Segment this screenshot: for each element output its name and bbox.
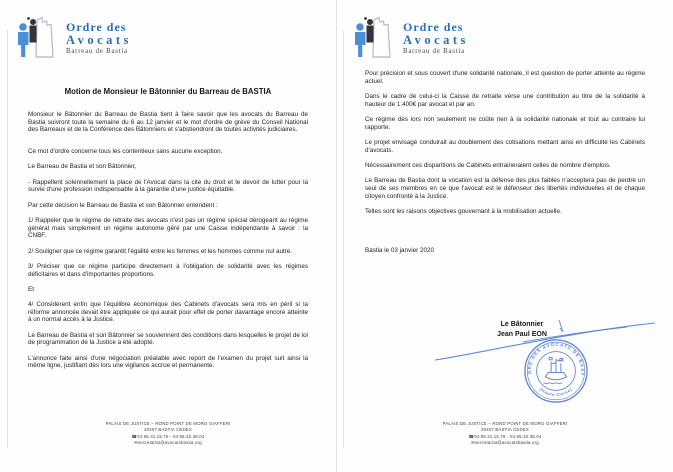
paragraph: Par cette décision le Barreau de Bastia et son Bâtonnier entendent : (28, 201, 218, 209)
logo-text (66, 13, 132, 55)
bar-association-logo (337, 0, 673, 61)
footer-address-line1: PALAIS DE JUSTICE – ROND POINT DE MORO GIAFFERI (105, 421, 231, 427)
date-line: Bastia le 03 janvier 2020 (365, 246, 434, 254)
paragraph: 3/ Préciser que ce régime participe directement à l'obligation de solidarité avec les régimes déficitaires et dans d'importantes proportions. (28, 262, 308, 278)
page-1-body (0, 87, 336, 370)
footer-phone-fax: ☎04.95.31.15.76 - 04.95.32.38.04 (131, 433, 205, 439)
paragraph: Et (28, 285, 34, 293)
page-2-footer (337, 421, 673, 446)
document-title: Motion de Monsieur le Bâtonnier du Barreau de BASTIA (64, 87, 272, 96)
signature-area (365, 262, 645, 442)
paragraph: Dans le cadre de celui-ci la Caisse de retraite verse une contribution au titre de la solidarité à hauteur de 1.400€ par avocat et par an. (365, 92, 645, 108)
stamp-text-bottom: (Haute-Corse) (538, 386, 574, 397)
paragraph: 2/ Souligner que ce régime garantit l'égalité entre les femmes et les hommes comme nul autre. (28, 247, 293, 255)
logo-title-line1: Ordre des (403, 20, 464, 34)
footer-address-line2: 20407 BASTIA CEDEX (481, 427, 529, 433)
paragraph: 1/ Rappeler que le régime de retraite des avocats n'est pas un régime spécial dérogeant au régime général mais simplement un régime autonome géré par une Caisse indépendante à savoir : la CNBF. (28, 216, 308, 240)
paragraph: L'annonce faite ainsi d'une négociation préalable avec report de l'examen du projet suit ainsi la même ligne, justifiant dès lors une vigilance accrue et permanente. (28, 354, 308, 370)
document-page-1 (0, 0, 336, 472)
footer-email: ✉secretariat@avocatsbastia.org (134, 439, 202, 445)
paragraph: - Rappellent solennellement la place de l'Avocat dans la cité du droit et le devoir de lutter pour la survie d'une profession indispensable à la garantie d'une justice équitable. (28, 178, 308, 194)
footer-email: ✉secretariat@avocatsbastia.org (471, 439, 539, 445)
logo-title-line1: Ordre des (66, 20, 127, 34)
paragraph: Le Barreau de Bastia et son Bâtonnier se souviennent des conditions dans lesquelles le projet de loi de programmation de la Justice a été adopté. (28, 331, 308, 347)
paragraph: Monsieur le Bâtonnier du Barreau de Bastia tient à faire savoir que les avocats du Barreau de Bastia suivront toute la semaine du 6 au 12 janvier et le mot d'ordre de grève du Conseil National des Barreaux et de la Conférence des Bâtonniers et s'abstiendront de toutes activités judiciaires. (28, 111, 308, 134)
svg-text:(Haute-Corse) (539, 386, 574, 396)
stamp-text-top: ORDRE DES AVOCATS DE BASTIA (526, 341, 586, 377)
paragraph: Le projet envisagé conduirait au doublement des cotisations mettant ainsi en difficulté les Cabinets d'avocats. (365, 138, 645, 154)
footer-phone-fax: ☎04.95.31.15.76 - 04.95.32.38.04 (468, 433, 542, 439)
paragraph: Le Barreau de Bastia et son Bâtonnier, (28, 163, 137, 171)
bar-association-stamp-seal (523, 338, 589, 404)
paragraph: Nécessairement ces disparitions de Cabinets entraineraient celles de nombre d'emplois. (365, 161, 611, 169)
logo-subtitle: Barreau de Bastia (403, 48, 465, 56)
page-2-body (337, 70, 673, 442)
logo-figures-icon (15, 13, 59, 61)
logo-title-line2: Avocats (66, 32, 132, 47)
logo-subtitle: Barreau de Bastia (66, 48, 128, 56)
page-1-footer (0, 421, 336, 446)
logo-text (403, 13, 469, 55)
document-page-2 (337, 0, 673, 472)
paragraph: Telles sont les raisons objectives gouvernant à la mobilisation actuelle. (365, 207, 562, 215)
paragraph: Ce mot d'ordre concerne tous les contentieux sans aucune exception. (28, 148, 223, 156)
paragraph: 4/ Considèrent enfin que l'équilibre économique des Cabinets d'avocats sera mis en péril si la réforme annoncée devait être appliquée ce qui aurait pour effet de porter davantage encore atteinte à un normal accès à la Justice. (28, 301, 308, 324)
signatory-name: Jean Paul EON (497, 330, 547, 338)
paragraph: Pour précision et sous couvert d'une solidarité nationale, il est question de porter atteinte au régime actuel. (365, 70, 645, 85)
stamp-ship-emblem (543, 357, 566, 383)
paragraph: Ce régime dès lors non seulement ne coûte rien à la solidarité nationale et tout au contraire lui rapporte. (365, 115, 645, 131)
logo-figures-icon (352, 13, 396, 61)
footer-address-line1: PALAIS DE JUSTICE – ROND POINT DE MORO GIAFFERI (442, 421, 568, 427)
scan-edge-line (7, 30, 8, 448)
scan-edge-line (343, 30, 344, 448)
bar-association-logo (0, 0, 336, 61)
signature-title: Le Bâtonnier (500, 320, 544, 328)
logo-title-line2: Avocats (403, 32, 469, 47)
footer-address-line2: 20407 BASTIA CEDEX (144, 427, 192, 433)
paragraph: Le Barreau de Bastia dont la vocation est la défense des plus faibles n'acceptera pas de perdre un seul de ses membres en ce que l'avocat est le défenseur des libertés individuelles et de chaque citoyen confronté à la Justice. (365, 177, 645, 200)
